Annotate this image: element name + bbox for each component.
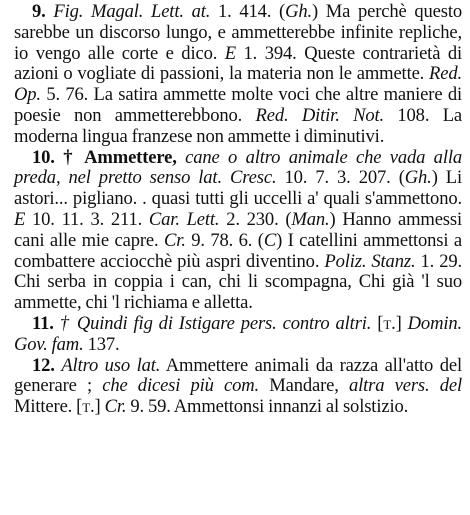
text-run: Poliz. Stanz. <box>324 250 416 272</box>
entry-body <box>14 147 462 314</box>
text-run: 1. 394. Queste contrarietà di azioni o vogliate di passioni, la materia non le ammette. <box>14 42 462 85</box>
text-run: Man. <box>291 208 330 230</box>
text-run: 9. 78. 6. ( <box>185 229 264 251</box>
text-run: 137. <box>83 333 120 355</box>
text-run: Gh. <box>285 1 312 22</box>
text-run: cane o altro animale che vada alla preda, nel pretto senso lat. <box>14 146 463 189</box>
text-run: t. <box>383 312 396 334</box>
text-run: [ <box>371 312 384 334</box>
text-run: altra vers. del <box>349 375 462 397</box>
text-run: Car. Lett. <box>148 208 220 230</box>
text-run: ) Hanno ammessi cani alle mie capre. <box>14 208 462 251</box>
text-run: che dicesi più com. <box>102 375 260 397</box>
text-run: 10. 7. 3. 207. ( <box>276 167 405 189</box>
text-run: 9. 59. Ammettonsi innanzi al solstizio. <box>126 396 409 418</box>
text-run: Red. Op. <box>14 63 462 106</box>
entry-body <box>14 313 462 355</box>
text-run: ) Li astori... pigliano. . quasi tutti gli uccelli a' quali s'ammettono. <box>14 167 462 210</box>
entry-number: 9. <box>32 1 46 22</box>
text-run: Gh. <box>404 167 432 189</box>
text-run: Red. Ditir. Not. <box>255 104 384 126</box>
text-run: 10. 11. 3. 211. <box>25 208 149 230</box>
entry-number: 11. <box>32 312 54 334</box>
text-run: t. <box>82 396 95 418</box>
text-run <box>222 167 230 188</box>
text-run: Mittere. [ <box>14 396 83 418</box>
entry-number: 10. <box>32 146 55 168</box>
text-run: 5. 76. La satira ammette molte voci che altre maniere di poesie non ammetterebbono. <box>14 84 462 126</box>
text-run: Fig. Magal. Lett. at. <box>53 1 211 22</box>
text-run: Ammettere animali da razza all'atto del generare ; <box>14 354 462 397</box>
text-run: † Ammettere, <box>63 146 177 168</box>
entry-9 <box>14 2 462 148</box>
text-run: ) I catellini ammettonsi a combattere acciocchè più aspri diventino. <box>14 229 462 272</box>
text-run: Cresc. <box>230 167 277 189</box>
text-run: Cr. <box>104 396 127 418</box>
text-run: Domin. Gov. fam. <box>14 312 463 355</box>
entry-number: 12. <box>32 354 55 376</box>
text-run: E <box>224 42 236 64</box>
text-run: 1. 29. Chi serba in coppia i can, chi li scompagna, Chi già 'l suo ammette, chi 'l richiama e alletta. <box>14 250 462 314</box>
text-run: Cr. <box>163 229 186 251</box>
entry-10 <box>14 148 462 314</box>
text-run: Mandare, <box>259 375 349 397</box>
text-run: C <box>263 229 277 251</box>
text-run: ] <box>395 312 408 334</box>
text-run: † Quindi fig di Istigare pers. contro altri. <box>59 312 372 334</box>
text-run: ) Ma perchè questo sarebbe un discorso lungo, e ammetterebbe infinite repliche, io vengo alle corte e dico. <box>14 1 463 64</box>
text-run: ] <box>94 396 105 418</box>
entry-12 <box>14 356 462 418</box>
text-run: Altro uso lat. <box>61 354 161 376</box>
entry-body <box>14 355 462 418</box>
entry-11 <box>14 314 462 356</box>
entry-body <box>14 1 462 147</box>
text-run: E <box>14 208 26 230</box>
dictionary-page <box>14 2 462 418</box>
text-run: 1. 414. ( <box>210 1 286 22</box>
text-run: 2. 230. ( <box>219 208 292 230</box>
text-run: 108. La moderna lingua franzese non ammette i diminutivi. <box>14 104 463 147</box>
